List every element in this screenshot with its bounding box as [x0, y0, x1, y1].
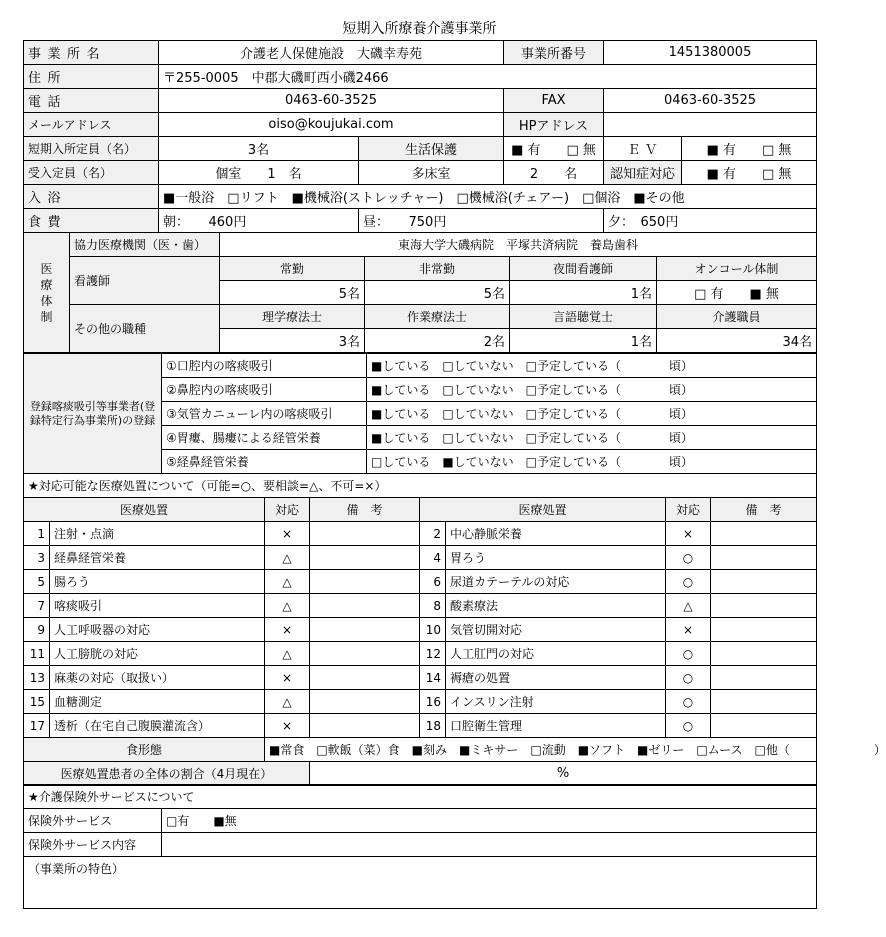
procedure-response: ○	[666, 642, 711, 666]
other-header-3: 言語聴覚士	[510, 305, 657, 329]
procedure-note	[310, 594, 420, 618]
address: 〒255-0005 中郡大磯町西小磯2466	[159, 65, 817, 89]
address-label: 住所	[24, 65, 159, 89]
procedure-response: △	[265, 690, 310, 714]
nurse-header-2: 非常勤	[365, 257, 510, 281]
procedure-number: 17	[24, 714, 50, 738]
fax: 0463-60-3525	[604, 89, 817, 113]
procedure-number: 14	[420, 666, 446, 690]
procedure-row	[24, 642, 817, 666]
procedure-name: 尿道カテーテルの対応	[446, 570, 666, 594]
procedure-number: 1	[24, 522, 50, 546]
ev-label: Ｅ Ｖ	[604, 137, 682, 161]
suction-item-2: ②鼻腔内の喀痰吸引	[162, 378, 367, 402]
procedure-number: 13	[24, 666, 50, 690]
other-header-4: 介護職員	[657, 305, 817, 329]
suction-status-1: ■している □していない □予定している（ 頃）	[367, 354, 817, 378]
dinner: 夕： 650円	[604, 209, 817, 233]
procedure-name: 血糖測定	[50, 690, 265, 714]
procedure-number: 12	[420, 642, 446, 666]
suction-status-3: ■している □していない □予定している（ 頃）	[367, 402, 817, 426]
service-content-label: 保険外サービス内容	[24, 833, 162, 857]
procedure-response: ×	[265, 618, 310, 642]
suction-item-4: ④胃瘻、腸瘻による経管栄養	[162, 426, 367, 450]
suction-table	[23, 353, 817, 474]
procedure-note	[711, 714, 817, 738]
procedure-name: インスリン注射	[446, 690, 666, 714]
meal-label: 食費	[24, 209, 159, 233]
service-label: 保険外サービス	[24, 809, 162, 833]
email: oiso@koujukai.com	[159, 113, 504, 137]
procedure-row	[24, 666, 817, 690]
procedure-response: ×	[265, 714, 310, 738]
dementia-label: 認知症対応	[604, 161, 682, 185]
procedure-response: △	[265, 546, 310, 570]
other-header-1: 理学療法士	[220, 305, 365, 329]
procedure-note	[711, 618, 817, 642]
procedure-name: 注射・点滴	[50, 522, 265, 546]
other-value-3: 1名	[510, 329, 657, 353]
procedure-number: 4	[420, 546, 446, 570]
procedure-row	[24, 522, 817, 546]
suction-status-2: ■している □していない □予定している（ 頃）	[367, 378, 817, 402]
office-name-label: 事業所名	[24, 41, 159, 65]
other-header-2: 作業療法士	[365, 305, 510, 329]
capacity-label: 短期入所定員（名）	[24, 137, 159, 161]
procedure-response: ×	[265, 522, 310, 546]
welfare-value: ■ 有 □ 無	[504, 137, 604, 161]
procedure-response: ○	[666, 546, 711, 570]
accept-label: 受入定員（名）	[24, 161, 159, 185]
procedure-note	[711, 690, 817, 714]
procedure-response: ○	[666, 666, 711, 690]
procedure-note	[310, 690, 420, 714]
feature-label: （事業所の特色）	[28, 862, 125, 876]
medical-table	[23, 232, 817, 353]
multi-room-label: 多床室	[359, 161, 504, 185]
procedure-number: 2	[420, 522, 446, 546]
procedure-note	[310, 546, 420, 570]
procedure-note	[711, 570, 817, 594]
procedure-number: 5	[24, 570, 50, 594]
procedure-row	[24, 714, 817, 738]
nurse-header-4: オンコール体制	[657, 257, 817, 281]
procedure-response: ×	[666, 618, 711, 642]
procedure-name: 中心静脈栄養	[446, 522, 666, 546]
nurse-value-2: 5名	[365, 281, 510, 305]
col-response-left: 対応	[265, 498, 310, 522]
other-value-2: 2名	[365, 329, 510, 353]
procedure-number: 18	[420, 714, 446, 738]
suction-label: 登録喀痰吸引等事業者(登録特定行為事業所)の登録	[24, 354, 162, 474]
col-note-right: 備 考	[711, 498, 817, 522]
procedure-note	[711, 594, 817, 618]
lunch: 昼： 750円	[359, 209, 604, 233]
procedure-response: △	[265, 594, 310, 618]
procedure-note	[310, 666, 420, 690]
bath-value: ■一般浴 □リフト ■機械浴(ストレッチャー) □機械浴(チェアー) □個浴 ■その他	[159, 185, 817, 209]
procedure-name: 口腔衛生管理	[446, 714, 666, 738]
ratio-label: 医療処置患者の全体の割合（4月現在）	[24, 762, 310, 786]
procedure-number: 3	[24, 546, 50, 570]
dementia-value: ■ 有 □ 無	[682, 161, 817, 185]
extra-service-table	[23, 784, 817, 909]
procedure-note	[310, 714, 420, 738]
fax-label: FAX	[504, 89, 604, 113]
procedure-name: 腸ろう	[50, 570, 265, 594]
procedure-name: 褥瘡の処置	[446, 666, 666, 690]
procedure-note	[310, 618, 420, 642]
suction-status-4: ■している □していない □予定している（ 頃）	[367, 426, 817, 450]
ev-value: ■ 有 □ 無	[682, 137, 817, 161]
procedure-name: 人工呼吸器の対応	[50, 618, 265, 642]
page-title: 短期入所療養介護事業所	[342, 21, 497, 37]
nurse-label: 看護師	[70, 257, 220, 305]
procedure-note	[310, 570, 420, 594]
bath-label: 入浴	[24, 185, 159, 209]
col-note-left: 備 考	[310, 498, 420, 522]
procedure-number: 11	[24, 642, 50, 666]
food-label: 食形態	[24, 738, 265, 762]
procedure-response: ×	[666, 522, 711, 546]
procedure-row	[24, 570, 817, 594]
procedure-response: ○	[666, 714, 711, 738]
procedure-name: 人工膀胱の対応	[50, 642, 265, 666]
procedure-name: 経鼻経管栄養	[50, 546, 265, 570]
suction-item-1: ①口腔内の喀痰吸引	[162, 354, 367, 378]
medical-section-label: 医療体制	[24, 233, 70, 353]
other-value-4: 34名	[657, 329, 817, 353]
tel: 0463-60-3525	[159, 89, 504, 113]
procedure-name: 喀痰吸引	[50, 594, 265, 618]
procedure-response: ○	[666, 690, 711, 714]
procedure-row	[24, 594, 817, 618]
nurse-value-1: 5名	[220, 281, 365, 305]
tel-label: 電話	[24, 89, 159, 113]
nurse-value-3: 1名	[510, 281, 657, 305]
ratio-value: %	[310, 762, 817, 786]
basic-info-table	[23, 40, 817, 233]
office-no: 1451380005	[604, 41, 817, 65]
procedure-number: 8	[420, 594, 446, 618]
capacity: 3名	[159, 137, 359, 161]
procedures-table	[23, 473, 886, 786]
suction-item-5: ⑤経鼻経管栄養	[162, 450, 367, 474]
suction-status-5: □している ■していない □予定している（ 頃）	[367, 450, 817, 474]
procedure-note	[310, 642, 420, 666]
food-value: ■常食 □軟飯（菜）食 ■刻み ■ミキサー □流動 ■ソフト ■ゼリー □ムース □他（ ）	[265, 738, 817, 762]
procedure-note	[711, 666, 817, 690]
service-content-value	[162, 833, 817, 857]
procedure-number: 16	[420, 690, 446, 714]
procedure-row	[24, 618, 817, 642]
procedure-note	[310, 522, 420, 546]
procedure-name: 透析（在宅自己腹膜灌流含）	[50, 714, 265, 738]
procedure-response: △	[265, 570, 310, 594]
procedure-name: 気管切開対応	[446, 618, 666, 642]
multi-room: 2 名	[504, 161, 604, 185]
procedure-number: 9	[24, 618, 50, 642]
procedure-name: 胃ろう	[446, 546, 666, 570]
service-value: □有 ■無	[162, 809, 817, 833]
procedure-number: 10	[420, 618, 446, 642]
oncall-value: □ 有 ■ 無	[657, 281, 817, 305]
private-room: 個室 1 名	[159, 161, 359, 185]
procedure-note	[711, 546, 817, 570]
procedure-note	[711, 522, 817, 546]
nurse-header-3: 夜間看護師	[510, 257, 657, 281]
procedure-name: 酸素療法	[446, 594, 666, 618]
hp	[604, 113, 817, 137]
procedure-response: △	[265, 642, 310, 666]
breakfast: 朝： 460円	[159, 209, 359, 233]
extra-heading: ★介護保険外サービスについて	[24, 785, 817, 809]
procedure-number: 7	[24, 594, 50, 618]
col-procedure-right: 医療処置	[420, 498, 666, 522]
procedure-response: △	[666, 594, 711, 618]
procedure-number: 6	[420, 570, 446, 594]
feature-box	[24, 857, 817, 909]
procedure-response: ○	[666, 570, 711, 594]
partner-label: 協力医療機関（医・歯）	[70, 233, 220, 257]
procedure-note	[711, 642, 817, 666]
other-value-1: 3名	[220, 329, 365, 353]
other-staff-label: その他の職種	[70, 305, 220, 353]
partner: 東海大学大磯病院 平塚共済病院 養島歯科	[220, 233, 817, 257]
hp-label: HPアドレス	[504, 113, 604, 137]
nurse-header-1: 常勤	[220, 257, 365, 281]
office-no-label: 事業所番号	[504, 41, 604, 65]
procedure-row	[24, 546, 817, 570]
email-label: メールアドレス	[24, 113, 159, 137]
col-response-right: 対応	[666, 498, 711, 522]
procedure-number: 15	[24, 690, 50, 714]
col-procedure-left: 医療処置	[24, 498, 265, 522]
procedure-name: 麻薬の対応（取扱い）	[50, 666, 265, 690]
procedure-name: 人工肛門の対応	[446, 642, 666, 666]
procedure-row	[24, 690, 817, 714]
welfare-label: 生活保護	[359, 137, 504, 161]
office-name: 介護老人保健施設 大磯幸寿苑	[159, 41, 504, 65]
procedures-heading: ★対応可能な医療処置について（可能=○、要相談=△、不可=×）	[24, 474, 817, 498]
procedure-response: ×	[265, 666, 310, 690]
suction-item-3: ③気管カニューレ内の喀痰吸引	[162, 402, 367, 426]
